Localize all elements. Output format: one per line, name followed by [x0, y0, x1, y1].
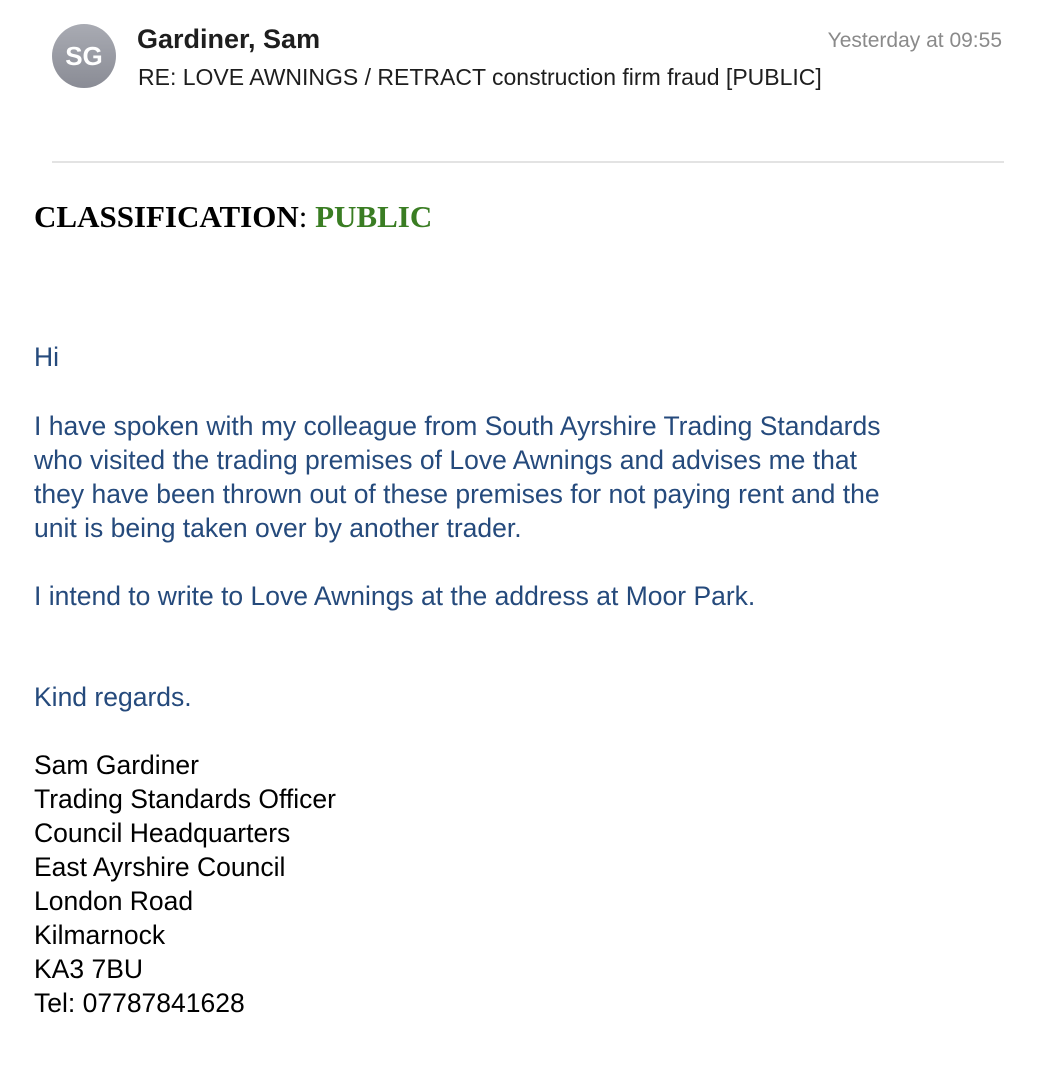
sender-avatar — [52, 24, 116, 88]
signature-address-line: London Road — [34, 886, 194, 916]
message-header — [0, 0, 1048, 162]
signature-address-line: East Ayrshire Council — [34, 852, 286, 882]
header-divider — [52, 161, 1004, 163]
classification-level: PUBLIC — [315, 199, 433, 234]
classification-label: CLASSIFICATION — [34, 199, 299, 234]
signature-phone[interactable]: Tel: 07787841628 — [34, 988, 245, 1018]
paragraph-1-line: I have spoken with my colleague from South Ayrshire Trading Standards — [34, 411, 881, 441]
signature-address-line: Council Headquarters — [34, 818, 291, 848]
greeting: Hi — [34, 342, 60, 372]
signature-title: Trading Standards Officer — [34, 784, 336, 814]
classification-separator: : — [298, 199, 308, 234]
paragraph-1-line: they have been thrown out of these premises for not paying rent and the — [34, 479, 880, 509]
message-timestamp: Yesterday at 09:55 — [827, 29, 1002, 52]
signature-postcode: KA3 7BU — [34, 954, 144, 984]
message-subject: RE: LOVE AWNINGS / RETRACT construction firm fraud [PUBLIC] — [138, 64, 822, 90]
signature-address-line: Kilmarnock — [34, 920, 166, 950]
closing: Kind regards. — [34, 682, 192, 712]
paragraph-1-line: who visited the trading premises of Love Awnings and advises me that — [34, 445, 857, 475]
sender-name[interactable]: Gardiner, Sam — [137, 24, 321, 54]
signature-block — [34, 748, 336, 1020]
signature-name: Sam Gardiner — [34, 750, 199, 780]
classification-banner — [34, 198, 432, 236]
avatar-initials: SG — [65, 40, 103, 71]
paragraph-2: I intend to write to Love Awnings at the address at Moor Park. — [34, 581, 756, 611]
paragraph-1 — [34, 409, 881, 545]
paragraph-1-line: unit is being taken over by another trader. — [34, 513, 522, 543]
